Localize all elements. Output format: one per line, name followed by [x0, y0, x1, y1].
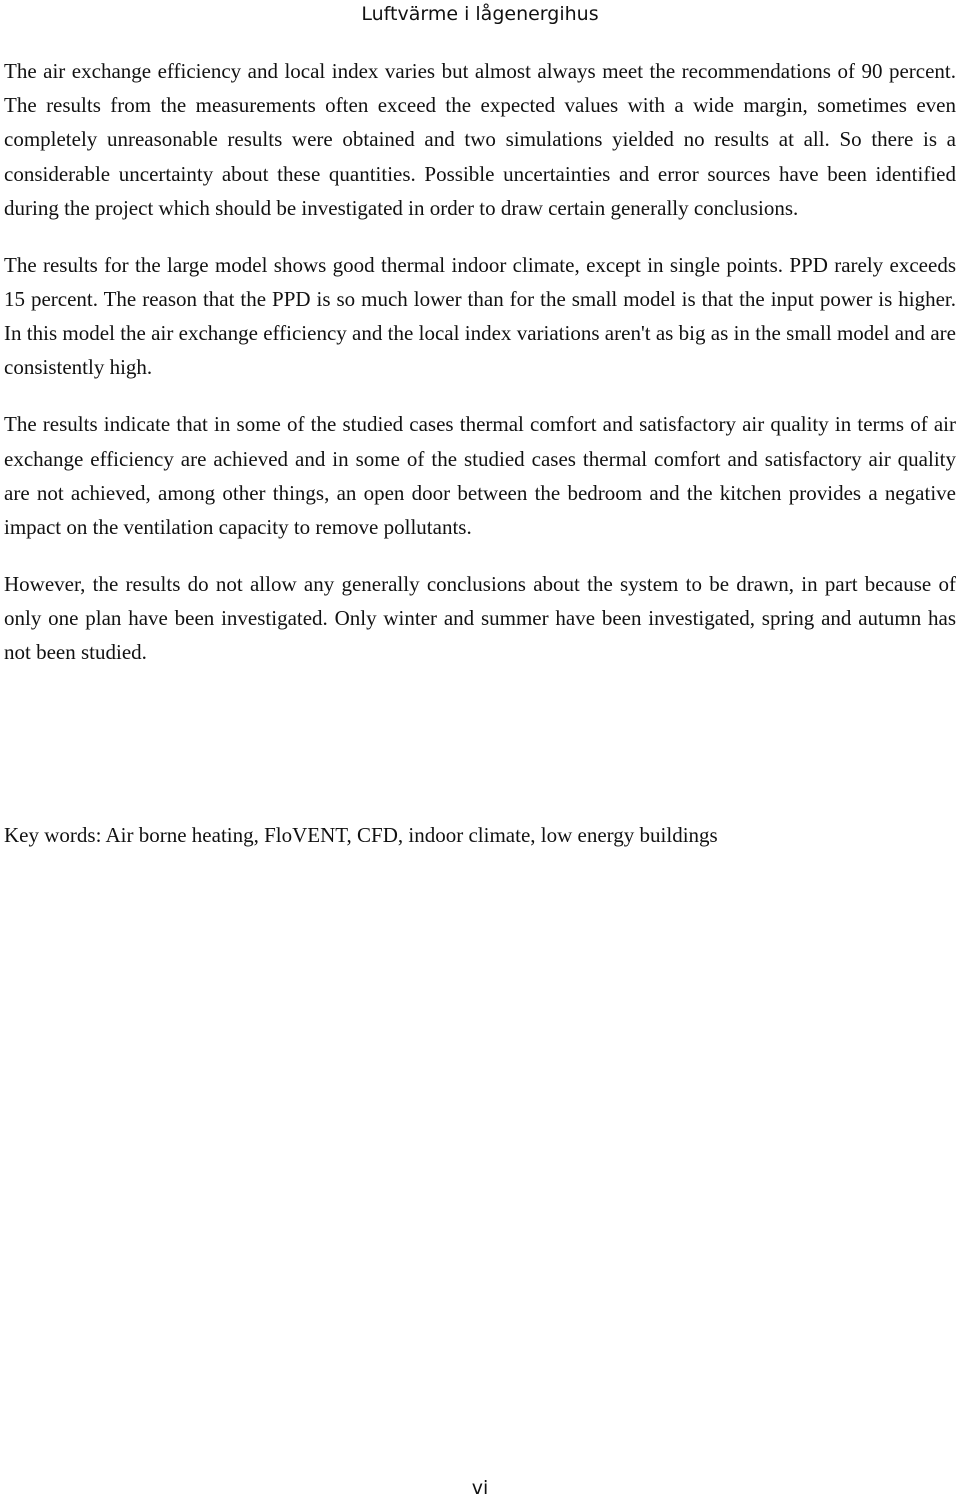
paragraph-large-model: The results for the large model shows good thermal indoor climate, except in single points. PPD rarely exceeds 15 percent. The reason that the PPD is so much lower than for the small model is that the input power is higher. In this model the air exchange efficiency and the local index variations aren't as big as in the small model and are consistently high.	[4, 252, 956, 380]
running-header: Luftvärme i lågenergihus	[361, 3, 599, 25]
paragraph-limitations: However, the results do not allow any generally conclusions about the system to be drawn, in part because of only one plan have been investigated. Only winter and summer have been investigated, spring and autumn has not been studied.	[4, 572, 956, 665]
paragraph-results-indicate: The results indicate that in some of the studied cases thermal comfort and satisfactory air quality in terms of air exchange efficiency are achieved and in some of the studied cases thermal comfort and satisfactory air quality are not achieved, among other things, an open door between the bedroom and the kitchen provides a negative impact on the ventilation capacity to remove pollutants.	[4, 412, 956, 540]
page-number: vi	[471, 1477, 489, 1499]
paragraph-air-exchange: The air exchange efficiency and local index varies but almost always meet the recommendations of 90 percent. The results from the measurements often exceed the expected values with a wide margin, sometimes even completely unreasonable results were obtained and two simulations yielded no results at all. So there is a considerable uncertainty about these quantities. Possible uncertainties and error sources have been identified during the project which should be investigated in order to draw certain generally conclusions.	[4, 59, 956, 220]
keywords-line: Key words: Air borne heating, FloVENT, CFD, indoor climate, low energy buildings	[4, 823, 718, 847]
abstract-body	[4, 54, 956, 692]
